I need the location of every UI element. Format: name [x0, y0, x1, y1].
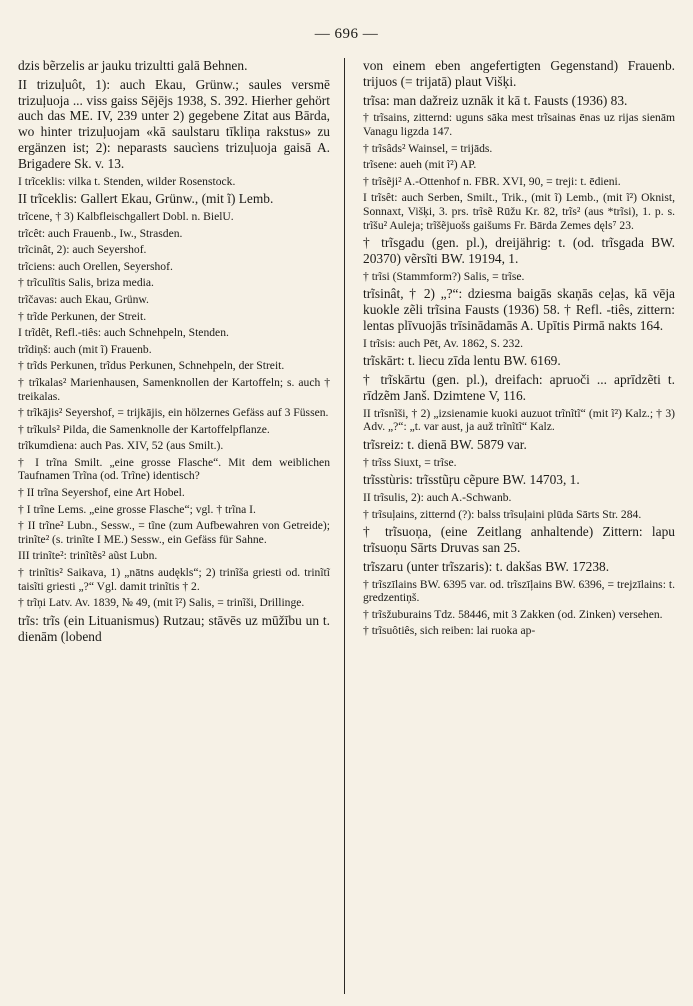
dictionary-entry: I trĩsêt: auch Serben, Smilt., Trik., (mit ĩ) Lemb., (mit ĩ²) Oknist, Sonnaxt, Višķi, 3. prs. trĩsẽ Rūžu Kr. 82, trĩs² (aus *trĩsi), 1. p. s. trĩšu² Auleja; trĩšẽjuošs gaišums Fr. Bārda Zemes dęls⁷ 23. [363, 191, 675, 232]
page-number: — 696 — [314, 26, 379, 42]
dictionary-entry: trĩciens: auch Orellen, Seyershof. [18, 259, 173, 273]
dictionary-entry: † trĩsâds² Wainsel, = trijāds. [363, 141, 493, 155]
dictionary-entry: trĩskārt: t. liecu zīda lentu BW. 6169. [363, 353, 561, 369]
dictionary-entry: † I trĩna Smilt. „eine grosse Flasche“. Mit dem weiblichen Taufnamen Trĩna (od. Trĩne) identisch? [18, 455, 330, 483]
dictionary-entry: von einem eben angefertigten Gegenstand) Frauenb. trijuos (= trijatā) plaut Višķi. [363, 58, 675, 89]
dictionary-entry: † trĩskārtu (gen. pl.), dreifach: apruoči ... aprīdzẽti t. rīdzẽm Janš. Dzimtene V, 116. [363, 372, 675, 403]
dictionary-entry: † trĩds Perkunen, trĩdus Perkunen, Schnehpeln, der Streit. [18, 359, 285, 373]
dictionary-entry: trĩkumdìena: auch Pas. XIV, 52 (aus Smilt.). [18, 439, 224, 453]
dictionary-entry: trĩcinât, 2): auch Seyershof. [18, 243, 147, 257]
dictionary-entry: † II trĩne² Lubn., Sessw., = tĩne (zum Aufbewahren von Getreide); trinĩte² (s. trinĩte I ME.) Sessw., ein Gefäss für Sahne. [18, 519, 330, 546]
dictionary-entry: † trĩss Siuxt, = trĩse. [363, 455, 457, 469]
dictionary-entry: I trĩsis: auch Pēt, Av. 1862, S. 232. [363, 336, 524, 350]
dictionary-entry: † I trĩne Lems. „eine grosse Flasche“; vgl. † trĩna I. [18, 502, 256, 516]
dictionary-entry: trĩcene, † 3) Kalbfleischgallert Dobl. n. BielU. [18, 209, 234, 223]
dictionary-entry: II trĩceklis: Gallert Ekau, Grünw., (mit ĩ) Lemb. [18, 191, 274, 207]
dictionary-entry: trĩs: trĩs (ein Lituanismus) Rutzau; stāvēs uz mūžību un t. dienām (lobend [18, 612, 330, 644]
dictionary-entry: † trĩsuļains, zitternd (?): balss trĩsuļaini plūda Sārts Str. 284. [363, 507, 642, 521]
dictionary-entry: III trinĩte²: trinĩtẽs² aũst Lubn. [18, 549, 158, 563]
dictionary-entry: trĩčavas: auch Ekau, Grünw. [18, 292, 149, 306]
dictionary-entry: † trĩsuoņa, (eine Zeitlang anhaltende) Zittern: lapu trĩsuoņu Sārts Druvas san 25. [363, 524, 675, 556]
dictionary-entry: trĩszaru (unter trĩszaris): t. dakšas BW. 17238. [363, 558, 610, 574]
dictionary-entry: trĩsa: man dažreiz uznāk it kā t. Fausts (1936) 83. [363, 92, 628, 108]
dictionary-entry: trĩsstùris: trĩsstũŗu cẽpure BW. 14703, 1. [363, 472, 580, 488]
dictionary-entry: trĩsene: aueh (mit ĩ²) AP. [363, 158, 477, 172]
dictionary-entry: † trĩsẽji² A.-Ottenhof n. FBR. XVI, 90, = treji: t. ēdieni. [363, 174, 621, 188]
dictionary-entry: † trĩculĩtis Salis, briza media. [18, 276, 154, 290]
dictionary-entry: † trĩsuôtiês, sich reiben: lai ruoka ap- [363, 624, 536, 638]
dictionary-entry: † trĩkalas² Marienhausen, Samenknollen der Kartoffeln; s. auch † treikalas. [18, 375, 330, 403]
dictionary-entry: † trĩkuls² Pilda, die Samenknolle der Kartoffelpflanze. [18, 422, 270, 436]
dictionary-entry: † trĩsains, zitternd: uguns sāka mest trĩsainas ēnas uz rijas sienām Vanagu ligzda 147. [363, 111, 675, 138]
dictionary-entry: trĩdiņš: auch (mit ĩ) Frauenb. [18, 342, 152, 356]
dictionary-entry: † trĩde Perkunen, der Streit. [18, 309, 147, 323]
dictionary-entry: trĩsreiz: t. dienā BW. 5879 var. [363, 436, 527, 452]
dictionary-entry: II trĩsulis, 2): auch A.-Schwanb. [363, 491, 512, 505]
dictionary-entry: † trĩsi (Stammform?) Salis, = trĩse. [363, 269, 525, 283]
dictionary-entry: † II trĩna Seyershof, eine Art Hobel. [18, 486, 185, 500]
right-column [363, 58, 675, 641]
dictionary-entry: trĩcêt: auch Frauenb., Iw., Strasden. [18, 226, 183, 240]
dictionary-entry: † trĩsgadu (gen. pl.), dreijährig: t. (od. trĩsgada BW. 20370) vẽrsĩti BW. 19194, 1. [363, 235, 675, 266]
dictionary-entry: † trĩszīlains BW. 6395 var. od. trĩszīļains BW. 6396, = trejzīlains: t. gredzentiņš. [363, 577, 675, 605]
dictionary-entry: I trĩceklis: vilka t. Stenden, wilder Rosenstock. [18, 174, 236, 188]
column-divider [344, 58, 345, 994]
dictionary-entry: † trĩkājis² Seyershof, = trijkājis, ein hölzernes Gefäss auf 3 Füssen. [18, 406, 329, 420]
left-column [18, 58, 330, 647]
dictionary-entry: dzis bẽrzelis ar jauku trizultti galā Behnen. [18, 58, 248, 73]
dictionary-entry: † trĩsžuburains Tdz. 58446, mit 3 Zakken (od. Zinken) versehen. [363, 607, 663, 621]
dictionary-entry: II trĩsnĩši, † 2) „izsienamie kuoki auzuot trĩnĩtĩ“ (mit ĩ²) Kalz.; † 3) Adv. „?“: „t. var aust, ja auž trĩnĩtĩ“ Kalz. [363, 406, 675, 434]
dictionary-entry: I trĩdêt, Refl.-tiês: auch Schnehpeln, Stenden. [18, 326, 229, 340]
dictionary-entry: † trĩņi Latv. Av. 1839, № 49, (mit ĩ²) Salis, = trinĩši, Drillinge. [18, 596, 305, 610]
dictionary-entry: trĩsinât, † 2) „?“: dziesma baigās skaņās ceļas, kā vēja kuokle zẽli trĩsina Fausts (1936) 58. † Refl. -tiês, zittern: lentas plīvuojās trīsinādamās A. Upītis Pirmā nakts 164. [363, 286, 675, 333]
dictionary-entry: † trinĩtis² Saikava, 1) „nātns audękls“; 2) trinĩša griesti od. trinĩtĩ taisĩti griesti „?“ Vgl. damit trinĩtis † 2. [18, 566, 330, 593]
dictionary-entry: II trizuļuôt, 1): auch Ekau, Grünw.; saules versmē trizuļuoja ... viss gaiss Sējējs 1938, S. 392. Hierher gehört auch das ME. IV, 239 unter 2) gegebene Zitat aus Bārda, wo hinter trizuļuojam «kā saulstaru tīkliņa rakstus» zu ergänzen ist; 2): neparasts saucìens trizuļuoja gaisā A. Brigadere Sk. v. 13. [18, 76, 330, 171]
